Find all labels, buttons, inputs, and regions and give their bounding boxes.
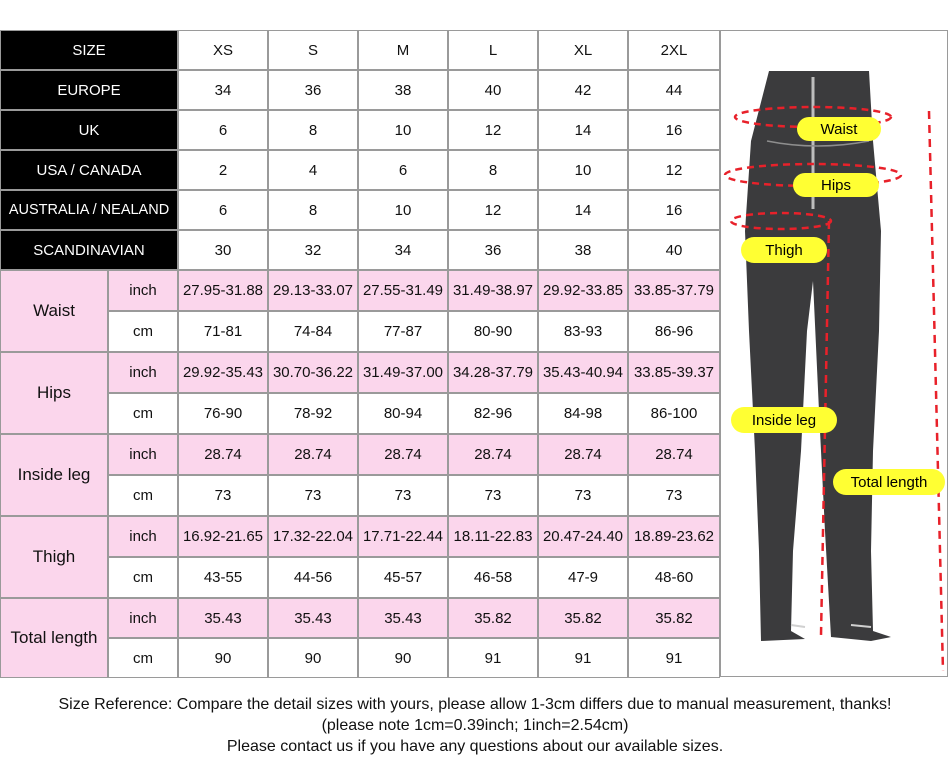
size-column-header: M bbox=[358, 30, 448, 70]
conversion-row-label: SCANDINAVIAN bbox=[0, 230, 178, 270]
inch-value: 28.74 bbox=[448, 434, 538, 475]
inch-value: 17.71-22.44 bbox=[358, 516, 448, 557]
inch-value: 28.74 bbox=[358, 434, 448, 475]
conversion-value: 38 bbox=[538, 230, 628, 270]
conversion-value: 12 bbox=[448, 110, 538, 150]
conversion-value: 32 bbox=[268, 230, 358, 270]
inch-value: 18.89-23.62 bbox=[628, 516, 720, 557]
conversion-value: 6 bbox=[178, 110, 268, 150]
measurement-label: Thigh bbox=[0, 516, 108, 598]
conversion-value: 10 bbox=[538, 150, 628, 190]
cm-value: 91 bbox=[538, 638, 628, 678]
conversion-value: 42 bbox=[538, 70, 628, 110]
conversion-value: 30 bbox=[178, 230, 268, 270]
conversion-value: 16 bbox=[628, 190, 720, 230]
cm-value: 73 bbox=[358, 475, 448, 516]
cm-value: 47-9 bbox=[538, 557, 628, 598]
inch-value: 35.82 bbox=[538, 598, 628, 638]
cm-value: 90 bbox=[268, 638, 358, 678]
cm-value: 90 bbox=[358, 638, 448, 678]
size-column-header: XL bbox=[538, 30, 628, 70]
inch-value: 29.92-33.85 bbox=[538, 270, 628, 311]
conversion-value: 12 bbox=[448, 190, 538, 230]
unit-label-cm: cm bbox=[108, 638, 178, 678]
conversion-value: 14 bbox=[538, 110, 628, 150]
conversion-value: 8 bbox=[448, 150, 538, 190]
cm-value: 91 bbox=[628, 638, 720, 678]
conversion-value: 40 bbox=[448, 70, 538, 110]
inside-leg-callout: Inside leg bbox=[731, 407, 837, 433]
inch-value: 28.74 bbox=[268, 434, 358, 475]
measurement-label: Hips bbox=[0, 352, 108, 434]
unit-label-inch: inch bbox=[108, 516, 178, 557]
conversion-row-label: USA / CANADA bbox=[0, 150, 178, 190]
inch-value: 17.32-22.04 bbox=[268, 516, 358, 557]
conversion-row-label: UK bbox=[0, 110, 178, 150]
inch-value: 34.28-37.79 bbox=[448, 352, 538, 393]
cm-value: 73 bbox=[448, 475, 538, 516]
inch-value: 33.85-39.37 bbox=[628, 352, 720, 393]
size-header-label: SIZE bbox=[0, 30, 178, 70]
conversion-value: 8 bbox=[268, 190, 358, 230]
conversion-value: 38 bbox=[358, 70, 448, 110]
size-column-header: 2XL bbox=[628, 30, 720, 70]
cm-value: 86-96 bbox=[628, 311, 720, 352]
unit-label-cm: cm bbox=[108, 475, 178, 516]
conversion-value: 34 bbox=[358, 230, 448, 270]
cm-value: 73 bbox=[268, 475, 358, 516]
cm-value: 71-81 bbox=[178, 311, 268, 352]
conversion-value: 34 bbox=[178, 70, 268, 110]
contact-note: Please contact us if you have any questions about our available sizes. bbox=[226, 738, 724, 755]
cm-value: 73 bbox=[628, 475, 720, 516]
conversion-note: (please note 1cm=0.39inch; 1inch=2.54cm) bbox=[321, 717, 629, 734]
conversion-value: 36 bbox=[268, 70, 358, 110]
cm-value: 77-87 bbox=[358, 311, 448, 352]
unit-label-inch: inch bbox=[108, 270, 178, 311]
size-reference-note: Size Reference: Compare the detail sizes with yours, please allow 1-3cm differs due to manual measurement, thanks! bbox=[58, 696, 892, 713]
inch-value: 31.49-37.00 bbox=[358, 352, 448, 393]
inch-value: 27.95-31.88 bbox=[178, 270, 268, 311]
conversion-value: 2 bbox=[178, 150, 268, 190]
conversion-value: 44 bbox=[628, 70, 720, 110]
cm-value: 43-55 bbox=[178, 557, 268, 598]
cm-value: 86-100 bbox=[628, 393, 720, 434]
conversion-value: 8 bbox=[268, 110, 358, 150]
cm-value: 78-92 bbox=[268, 393, 358, 434]
cm-value: 73 bbox=[538, 475, 628, 516]
inch-value: 20.47-24.40 bbox=[538, 516, 628, 557]
inch-value: 35.43 bbox=[358, 598, 448, 638]
size-column-header: XS bbox=[178, 30, 268, 70]
unit-label-inch: inch bbox=[108, 434, 178, 475]
inch-value: 29.92-35.43 bbox=[178, 352, 268, 393]
cm-value: 48-60 bbox=[628, 557, 720, 598]
conversion-value: 12 bbox=[628, 150, 720, 190]
cm-value: 80-90 bbox=[448, 311, 538, 352]
waist-callout: Waist bbox=[797, 117, 881, 141]
cm-value: 45-57 bbox=[358, 557, 448, 598]
inch-value: 35.43 bbox=[268, 598, 358, 638]
inch-value: 33.85-37.79 bbox=[628, 270, 720, 311]
inch-value: 28.74 bbox=[538, 434, 628, 475]
conversion-value: 36 bbox=[448, 230, 538, 270]
unit-label-cm: cm bbox=[108, 311, 178, 352]
inch-value: 28.74 bbox=[628, 434, 720, 475]
conversion-value: 16 bbox=[628, 110, 720, 150]
cm-value: 46-58 bbox=[448, 557, 538, 598]
hips-callout: Hips bbox=[793, 173, 879, 197]
conversion-value: 4 bbox=[268, 150, 358, 190]
unit-label-inch: inch bbox=[108, 598, 178, 638]
inch-value: 29.13-33.07 bbox=[268, 270, 358, 311]
cm-value: 91 bbox=[448, 638, 538, 678]
conversion-value: 10 bbox=[358, 190, 448, 230]
conversion-value: 14 bbox=[538, 190, 628, 230]
cm-value: 74-84 bbox=[268, 311, 358, 352]
conversion-value: 6 bbox=[178, 190, 268, 230]
size-column-header: L bbox=[448, 30, 538, 70]
conversion-row-label: AUSTRALIA / NEALAND bbox=[0, 190, 178, 230]
conversion-value: 6 bbox=[358, 150, 448, 190]
cm-value: 73 bbox=[178, 475, 268, 516]
cm-value: 44-56 bbox=[268, 557, 358, 598]
inch-value: 28.74 bbox=[178, 434, 268, 475]
measurement-label: Inside leg bbox=[0, 434, 108, 516]
inch-value: 35.82 bbox=[448, 598, 538, 638]
inch-value: 35.82 bbox=[628, 598, 720, 638]
inch-value: 30.70-36.22 bbox=[268, 352, 358, 393]
measurement-label: Total length bbox=[0, 598, 108, 678]
inch-value: 18.11-22.83 bbox=[448, 516, 538, 557]
inch-value: 35.43-40.94 bbox=[538, 352, 628, 393]
inch-value: 35.43 bbox=[178, 598, 268, 638]
cm-value: 76-90 bbox=[178, 393, 268, 434]
cm-value: 83-93 bbox=[538, 311, 628, 352]
conversion-row-label: EUROPE bbox=[0, 70, 178, 110]
jeans-diagram bbox=[720, 30, 948, 677]
conversion-value: 40 bbox=[628, 230, 720, 270]
cm-value: 82-96 bbox=[448, 393, 538, 434]
cm-value: 90 bbox=[178, 638, 268, 678]
unit-label-cm: cm bbox=[108, 393, 178, 434]
cm-value: 80-94 bbox=[358, 393, 448, 434]
unit-label-cm: cm bbox=[108, 557, 178, 598]
inch-value: 27.55-31.49 bbox=[358, 270, 448, 311]
size-column-header: S bbox=[268, 30, 358, 70]
conversion-value: 10 bbox=[358, 110, 448, 150]
inch-value: 31.49-38.97 bbox=[448, 270, 538, 311]
cm-value: 84-98 bbox=[538, 393, 628, 434]
total-length-callout: Total length bbox=[833, 469, 945, 495]
measurement-label: Waist bbox=[0, 270, 108, 352]
thigh-callout: Thigh bbox=[741, 237, 827, 263]
inch-value: 16.92-21.65 bbox=[178, 516, 268, 557]
unit-label-inch: inch bbox=[108, 352, 178, 393]
